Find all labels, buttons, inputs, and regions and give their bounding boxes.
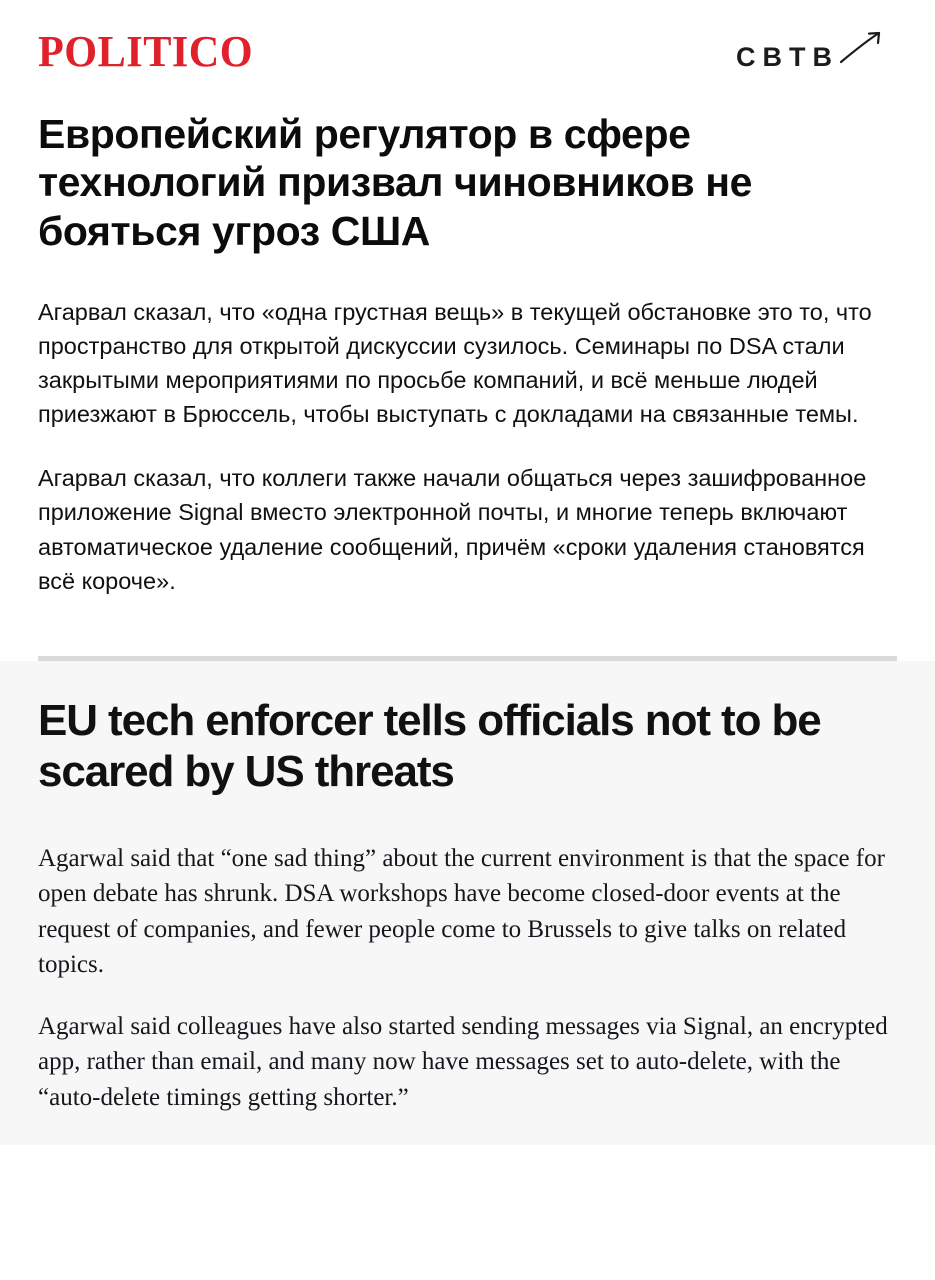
russian-paragraph-2: Агарвал сказал, что коллеги также начали общаться через зашифрованное приложение Signal вместо электронной почты, и многие теперь включают автоматическое удаление сообщений, причём «сроки удаления становятся всё короче». — [38, 465, 867, 594]
english-paragraph-2: Agarwal said colleagues have also started sending messages via Signal, an encrypted app, rather than email, and many now have messages set to auto-delete, with the “auto-delete timings getting shorter.” — [38, 1012, 888, 1111]
russian-body — [38, 295, 897, 632]
politico-logo: POLITICO — [38, 27, 254, 76]
english-paragraph-1: Agarwal said that “one sad thing” about the current environment is that the space for open debate has shrunk. DSA workshops have become closed-door events at the request of companies, and fewer people come to Brussels to give talks on related topics. — [38, 844, 885, 979]
arrow-up-right-icon — [839, 30, 883, 64]
russian-paragraph-1: Агарвал сказал, что «одна грустная вещь» в текущей обстановке это то, что пространство для открытой дискуссии сузилось. Семинары по DSA стали закрытыми мероприятиями по просьбе компаний, и всё меньше людей приезжают в Брюссель, чтобы выступать с докладами на связанные темы. — [38, 299, 872, 428]
cbtb-logo — [736, 44, 839, 71]
cbtb-logo-text: CBTB — [736, 42, 839, 72]
russian-headline: Европейский регулятор в сфере технологий призвал чиновников не бояться угроз США — [38, 111, 753, 254]
english-body — [38, 841, 897, 1116]
masthead — [38, 0, 897, 84]
english-article-section — [0, 661, 935, 1146]
english-headline: EU tech enforcer tells officials not to be scared by US threats — [38, 695, 821, 796]
